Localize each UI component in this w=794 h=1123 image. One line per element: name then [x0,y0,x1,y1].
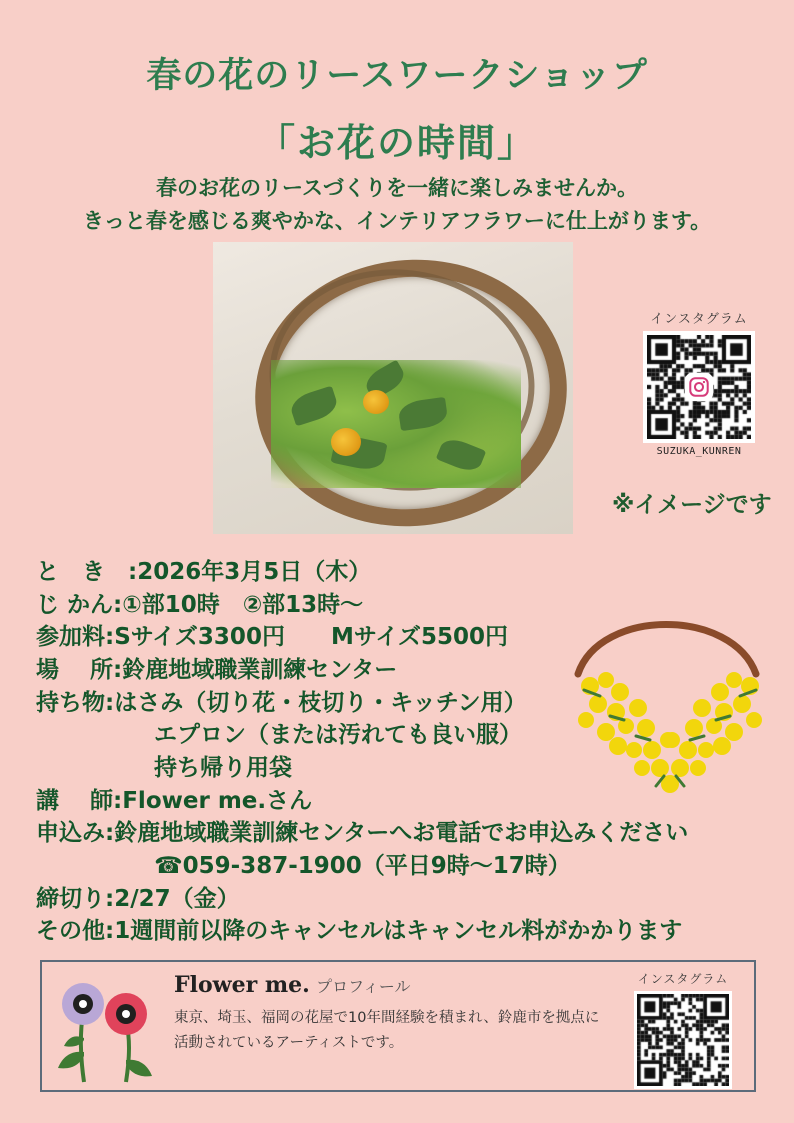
detail-label: じ かん: [36,591,123,618]
detail-label: 参加料: [36,624,115,651]
profile-heading-suffix: プロフィール [316,977,411,996]
detail-row [36,883,762,916]
yellow-bloom [363,390,389,414]
detail-label: 締切り: [36,885,115,912]
detail-value: Flower me.さん [122,787,313,814]
detail-value: Sサイズ3300円 Mサイズ5500円 [114,624,509,651]
detail-row [36,915,762,948]
wreath-photo [213,242,573,534]
detail-row [36,687,762,720]
detail-row [36,621,762,654]
detail-value: 2/27（金） [114,885,240,912]
instagram-qr-block-top [625,308,773,457]
detail-label: 講 師: [36,787,123,814]
detail-row [36,589,762,622]
lead-line-1: 春のお花のリースづくりを一緒に楽しみませんか。 [156,176,638,200]
detail-label: 申込み: [36,820,115,847]
detail-row [36,817,762,850]
detail-value: ①部10時 ②部13時〜 [122,591,364,618]
profile-body-line-1: 東京、埼玉、福岡の花屋で10年間経験を積まれ、鈴鹿市を拠点に [174,1010,600,1026]
detail-value: 1週間前以降のキャンセルはキャンセル料がかかります [114,918,683,945]
page-title-line2: 「お花の時間」 [256,121,537,165]
detail-label: 持ち物: [36,689,115,716]
phone-number: ☎059-387-1900（平日9時〜17時） [154,852,571,879]
detail-value: 鈴鹿地域職業訓練センター [122,656,398,683]
detail-value: 持ち帰り用袋 [154,754,292,781]
profile-body [174,1006,624,1057]
detail-row [36,719,762,752]
detail-value: 鈴鹿地域職業訓練センターへお電話でお申込みください [114,820,689,847]
qr-code-profile[interactable] [634,991,732,1089]
detail-row [36,785,762,818]
yellow-bloom [331,428,361,456]
detail-label: 場 所: [36,656,123,683]
lead-text [0,172,794,237]
detail-value: 2026年3月5日（木） [137,559,372,585]
instagram-icon [685,373,713,401]
instagram-qr-block-profile [624,970,742,1089]
event-details [36,556,762,948]
detail-label: その他: [36,918,115,945]
profile-box [40,960,756,1092]
profile-brand: Flower me. [174,972,310,998]
profile-heading [174,972,411,998]
detail-row [36,556,762,589]
anemone-illustration [50,968,170,1084]
qr-code-top[interactable] [643,331,755,443]
instagram-label-profile: インスタグラム [637,972,729,986]
detail-row-phone [36,850,762,883]
qr-caption-top: SUZUKA_KUNREN [656,446,742,457]
profile-body-line-2: 活動されているアーティストです。 [174,1035,404,1052]
detail-value: エプロン（または汚れても良い服） [154,722,522,749]
instagram-label-top: インスタグラム [650,312,748,327]
detail-value: はさみ（切り花・枝切り・キッチン用） [114,689,527,716]
image-disclaimer: ※イメージです [612,492,772,518]
detail-row [36,654,762,687]
page-title-line1: 春の花のリースワークショップ [146,56,648,96]
lead-line-2: きっと春を感じる爽やかな、インテリアフラワーに仕上がります。 [82,208,712,233]
detail-label: と き : [36,559,138,585]
detail-row [36,752,762,785]
